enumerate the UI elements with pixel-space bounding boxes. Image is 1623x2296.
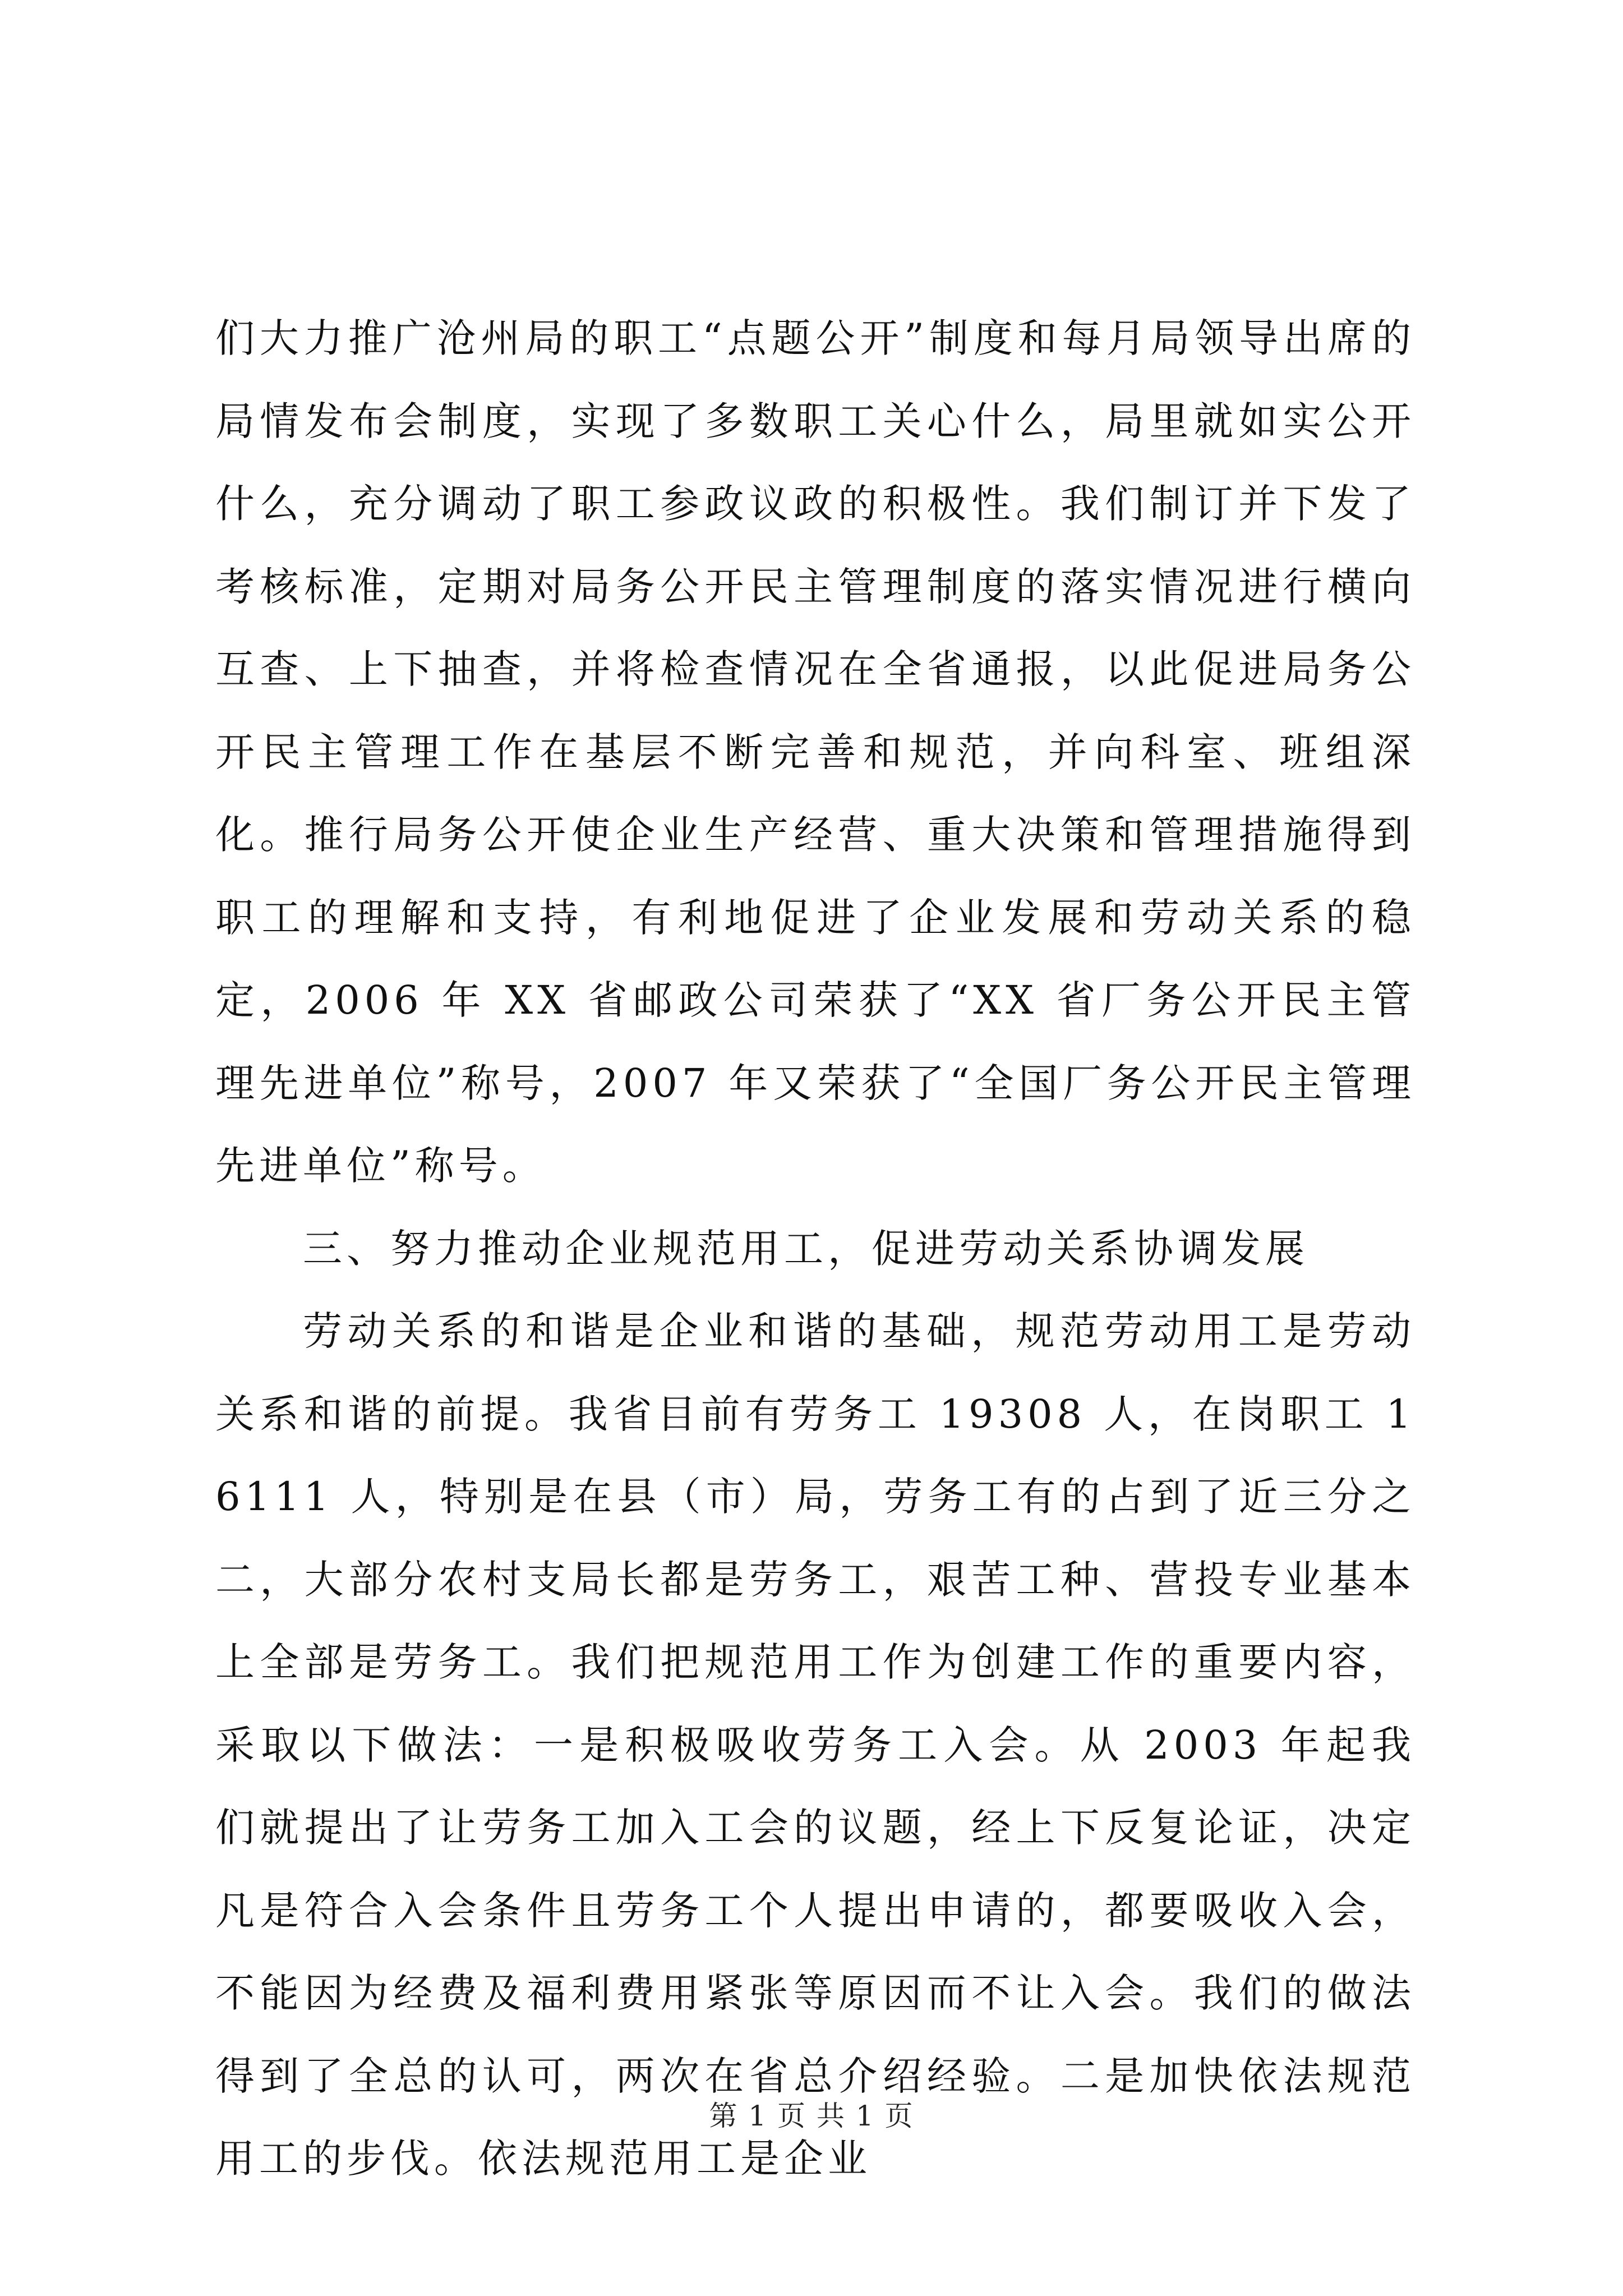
paragraph-2: 劳动关系的和谐是企业和谐的基础，规范劳动用工是劳动关系和谐的前提。我省目前有劳务工 19308 人，在岗职工 16111 人，特别是在县（市）局，劳务工有的占到了近三分之二，大部分农村支局长都是劳务工，艰苦工种、营投专业基本上全部是劳务工。我们把规范用工作为创建工作的重要内容，采取以下做法：一是积极吸收劳务工入会。从 2003 年起我们就提出了让劳务工加入工会的议题，经上下反复论证，决定凡是符合入会条件且劳务工个人提出申请的，都要吸收入会，不能因为经费及福利费用紧张等原因而不让入会。我们的做法得到了全总的认可，两次在省总介绍经验。二是加快依法规范用工的步伐。依法规范用工是企业 — [215, 1308, 1415, 2182]
section-heading: 三、努力推动企业规范用工，促进劳动关系协调发展 — [303, 1225, 1309, 1272]
paragraph-1: 们大力推广沧州局的职工“点题公开”制度和每月局领导出席的局情发布会制度，实现了多数职工关心什么，局里就如实公开什么，充分调动了职工参政议政的积极性。我们制订并下发了考核标准，定期对局务公开民主管理制度的落实情况进行横向互查、上下抽查，并将检查情况在全省通报，以此促进局务公开民主管理工作在基层不断完善和规范，并向科室、班组深化。推行局务公开使企业生产经营、重大决策和管理措施得到职工的理解和支持，有利地促进了企业发展和劳动关系的稳定，2006 年 XX 省邮政公司荣获了“XX 省厂务公开民主管理先进单位”称号，2007 年又荣获了“全国厂务公开民主管理先进单位”称号。 — [215, 315, 1415, 1189]
document-body — [215, 297, 1415, 2201]
page-footer: 第 1 页 共 1 页 — [709, 2100, 914, 2132]
